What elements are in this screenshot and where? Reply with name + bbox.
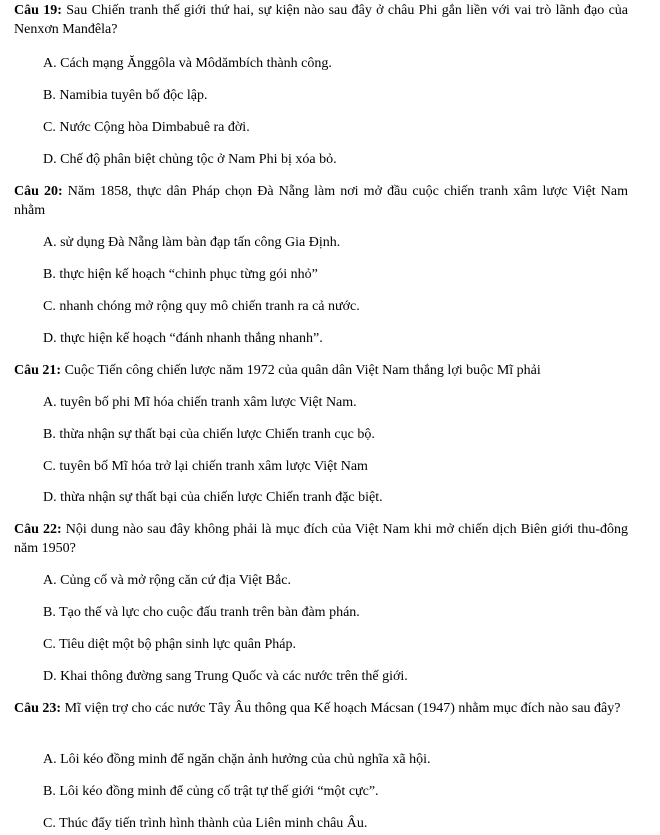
question-number: Câu 22:: [14, 522, 62, 537]
question-20-option-c: C. nhanh chóng mở rộng quy mô chiến tranh ra cả nước.: [43, 299, 360, 314]
question-22-option-d: D. Khai thông đường sang Trung Quốc và các nước trên thế giới.: [43, 669, 408, 684]
question-19-option-b: B. Namibia tuyên bố độc lập.: [43, 88, 208, 103]
question-number: Câu 21:: [14, 363, 62, 378]
question-20-option-d: D. thực hiện kế hoạch “đánh nhanh thắng nhanh”.: [43, 331, 323, 346]
question-text: Nội dung nào sau đây không phải là mục đích của Việt Nam khi mở chiến dịch Biên giới thu-đông năm 1950?: [14, 522, 629, 556]
question-22: [14, 520, 628, 558]
question-22-option-b: B. Tạo thế và lực cho cuộc đấu tranh trên bàn đàm phán.: [43, 605, 360, 620]
question-19: [14, 1, 628, 39]
question-number: Câu 19:: [14, 3, 62, 18]
question-text: Mĩ viện trợ cho các nước Tây Âu thông qua Kế hoạch Mácsan (1947) nhằm mục đích nào sau đây?: [64, 701, 621, 716]
question-19-option-d: D. Chế độ phân biệt chủng tộc ở Nam Phi bị xóa bỏ.: [43, 152, 337, 167]
question-20: [14, 182, 628, 220]
question-number: Câu 23:: [14, 701, 62, 716]
question-22-option-c: C. Tiêu diệt một bộ phận sinh lực quân Pháp.: [43, 637, 296, 652]
question-text: Năm 1858, thực dân Pháp chọn Đà Nẵng làm nơi mở đầu cuộc chiến tranh xâm lược Việt Nam nhằm: [14, 184, 629, 218]
question-22-option-a: A. Củng cố và mở rộng căn cứ địa Việt Bắc.: [43, 573, 291, 588]
question-23-option-c: C. Thúc đẩy tiến trình hình thành của Liên minh châu Âu.: [43, 816, 368, 831]
question-23-option-a: A. Lôi kéo đồng minh để ngăn chặn ảnh hưởng của chủ nghĩa xã hội.: [43, 752, 431, 767]
question-23: [14, 699, 628, 718]
question-21: [14, 361, 628, 380]
question-23-option-b: B. Lôi kéo đồng minh để củng cố trật tự thế giới “một cực”.: [43, 784, 379, 799]
question-text: Cuộc Tiến công chiến lược năm 1972 của quân dân Việt Nam thắng lợi buộc Mĩ phải: [64, 363, 541, 378]
question-19-option-c: C. Nước Cộng hòa Dimbabuê ra đời.: [43, 120, 250, 135]
question-21-option-a: A. tuyên bố phi Mĩ hóa chiến tranh xâm lược Việt Nam.: [43, 395, 357, 410]
question-21-option-d: D. thừa nhận sự thất bại của chiến lược Chiến tranh đặc biệt.: [43, 490, 383, 505]
question-number: Câu 20:: [14, 184, 63, 199]
question-19-option-a: A. Cách mạng Ănggôla và Môdămbích thành công.: [43, 56, 332, 71]
question-21-option-c: C. tuyên bố Mĩ hóa trở lại chiến tranh xâm lược Việt Nam: [43, 459, 368, 474]
question-20-option-b: B. thực hiện kế hoạch “chinh phục từng gói nhỏ”: [43, 267, 318, 282]
question-21-option-b: B. thừa nhận sự thất bại của chiến lược Chiến tranh cục bộ.: [43, 427, 375, 442]
question-text: Sau Chiến tranh thế giới thứ hai, sự kiện nào sau đây ở châu Phi gắn liền với vai trò lãnh đạo của Nenxơn Manđêla?: [14, 3, 628, 37]
question-20-option-a: A. sử dụng Đà Nẵng làm bàn đạp tấn công Gia Định.: [43, 235, 341, 250]
